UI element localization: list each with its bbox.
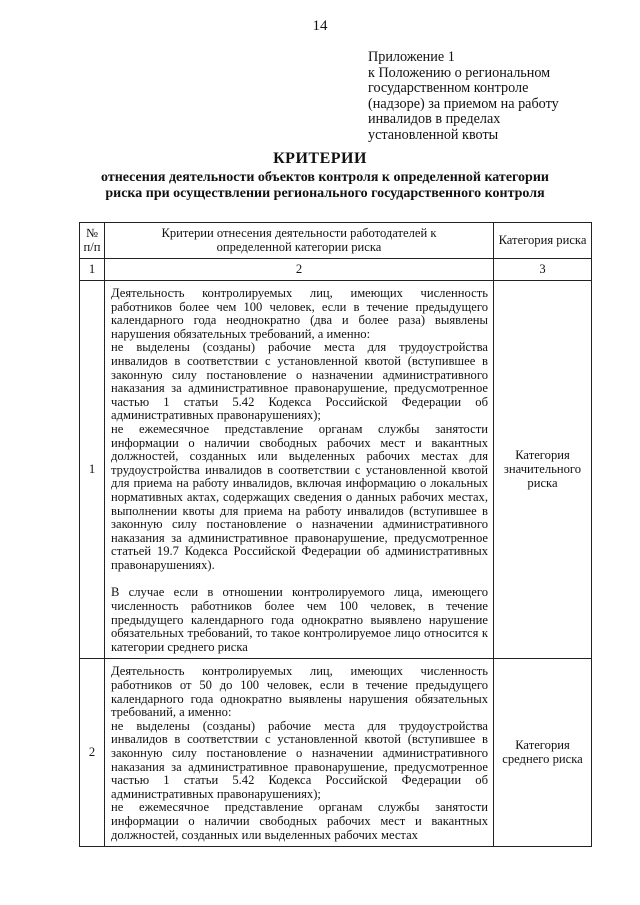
criteria-paragraph: не ежемесячное представление органам службы занятости информации о наличии свободных рабочих мест и вакантных должностей, созданных или выделенных рабочих местах — [111, 800, 488, 842]
criteria-paragraph: Деятельность контролируемых лиц, имеющих численность работников от 50 до 100 человек, если в течение предыдущего календарного года однократно выявлены нарушения обязательных требований, а именно: — [111, 664, 488, 720]
subtitle-line: отнесения деятельности объектов контроля к определенной категории — [101, 170, 549, 185]
table-index-row — [80, 259, 592, 281]
appendix-line: (надзоре) за приемом на работу — [368, 95, 559, 112]
appendix-note — [368, 50, 628, 143]
row-number: 1 — [80, 281, 105, 659]
criteria-paragraph: В случае если в отношении контролируемого лица, имеющего численность работников более чем 100 человек, в течение предыдущего календарного года однократно выявлено нарушение обязательных требований, то такое контролируемое лицо относится к категории среднего риска — [111, 585, 488, 654]
document-subtitle — [60, 170, 590, 201]
criteria-cell — [105, 281, 494, 659]
criteria-paragraph: не выделены (созданы) рабочие места для трудоустройства инвалидов в соответствии с установленной квотой (вступившее в законную силу постановление о назначении административного наказания за административное правонарушение, предусмотренное частью 1 статьи 5.42 Кодекса Российской Федерации об административных правонарушениях); — [111, 718, 488, 801]
criteria-paragraph: не ежемесячное представление органам службы занятости информации о наличии свободных рабочих мест и вакантных должностей, созданных или выделенных рабочих местах для трудоустройства инвалидов в соответствии с установленной квотой для приема на работу инвалидов, включая информацию о локальных нормативных актах, содержащих сведения о данных рабочих местах, выполнении квоты для приема на работу инвалидов (вступившее в законную силу постановление о назначении административного наказания за административное правонарушение, предусмотренное статьей 19.7 Кодекса Российской Федерации об административных правонарушениях). — [111, 421, 488, 572]
table-row — [80, 659, 592, 847]
page-number: 14 — [312, 18, 328, 34]
criteria-cell — [105, 659, 494, 847]
table-header-row — [80, 223, 592, 259]
appendix-line: установленной квоты — [368, 126, 499, 143]
subtitle-line: риска при осуществлении регионального государственного контроля — [105, 185, 545, 201]
header-criteria: Критерии отнесения деятельности работодателей к определенной категории риска — [105, 223, 494, 259]
index-cell: 2 — [105, 259, 494, 281]
criteria-paragraph: не выделены (созданы) рабочие места для трудоустройства инвалидов в соответствии с установленной квотой (вступившее в законную силу постановление о назначении административного наказания за административное правонарушение, предусмотренное частью 1 статьи 5.42 Кодекса Российской Федерации об административных правонарушениях); — [111, 340, 488, 423]
index-cell: 3 — [494, 259, 592, 281]
criteria-table — [79, 222, 592, 847]
criteria-paragraph: Деятельность контролируемых лиц, имеющих численность работников более чем 100 человек, если в течение предыдущего календарного года неоднократно (два и более раза) выявлены нарушения обязательных требований, а именно: — [111, 286, 488, 341]
document-title: КРИТЕРИИ — [273, 150, 367, 167]
risk-category: Категория значительного риска — [494, 281, 592, 659]
header-num: № п/п — [80, 223, 105, 259]
appendix-line: к Положению о региональном — [368, 64, 551, 81]
header-category: Категория риска — [494, 223, 592, 259]
index-cell: 1 — [80, 259, 105, 281]
appendix-line: инвалидов в пределах — [368, 111, 501, 127]
risk-category: Категория среднего риска — [494, 659, 592, 847]
appendix-line: Приложение 1 — [368, 49, 455, 65]
appendix-line: государственном контроле — [368, 80, 529, 96]
row-number: 2 — [80, 659, 105, 847]
table-row — [80, 281, 592, 659]
